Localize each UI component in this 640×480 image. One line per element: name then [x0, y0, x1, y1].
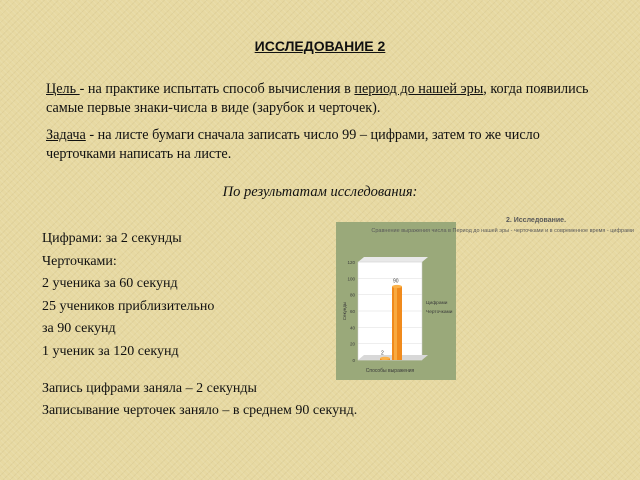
results-line: 2 ученика за 60 секунд — [42, 276, 178, 291]
data-label: 90 — [393, 278, 399, 285]
summary-block — [42, 378, 357, 422]
page-title: ИССЛЕДОВАНИЕ 2 — [254, 38, 386, 54]
chart-heading-title: 2. Исследование. — [505, 217, 567, 224]
bar-top — [392, 285, 402, 288]
bar-highlight — [394, 287, 397, 361]
legend-entry: Цифрами — [426, 301, 448, 306]
summary-line: Записывание черточек заняло – в среднем 90 секунд. — [42, 403, 358, 418]
chart-figure — [336, 216, 636, 386]
goal-period: период до нашей эры — [354, 81, 484, 97]
chart-heading-subtitle: Сравнение выражения числа в Период до нашей эры - черточками и в современное время - цифрами — [371, 228, 634, 234]
goal-text-2: , когда появились самые первые знаки-числа в виде (зарубок и черточек). — [46, 81, 589, 116]
bar-chart — [336, 222, 456, 380]
x-axis-label: Способы выражения — [365, 368, 415, 374]
y-tick-label: 40 — [349, 325, 355, 331]
chart-heading — [371, 216, 636, 236]
task-paragraph — [46, 126, 591, 164]
results-line: Черточками: — [42, 253, 117, 269]
y-tick-label: 100 — [347, 276, 355, 282]
legend-entry: Черточками — [426, 310, 453, 315]
data-label: 2 — [381, 350, 384, 357]
chart-panel — [336, 222, 456, 380]
summary-line: Запись цифрами заняла – 2 секунды — [42, 381, 257, 396]
y-tick-label: 120 — [347, 260, 355, 265]
goal-label: Цель — [46, 81, 80, 97]
plot-top-wall — [358, 257, 428, 262]
task-text: - на листе бумаги сначала записать число 99 – цифрами, затем то же число черточками написать на листе. — [46, 127, 540, 162]
results-heading: По результатам исследования: — [222, 184, 418, 200]
goal-paragraph — [46, 80, 591, 118]
results-line: Цифрами: за 2 секунды — [42, 231, 182, 246]
bar-top — [380, 357, 390, 360]
y-axis-label: Секунды — [342, 301, 347, 321]
y-tick-label: 60 — [349, 309, 355, 314]
y-tick-label: 20 — [349, 341, 355, 347]
y-tick-label: 80 — [349, 292, 355, 298]
results-line: за 90 секунд — [42, 321, 116, 336]
results-list — [42, 228, 214, 363]
task-label: Задача — [46, 127, 86, 143]
results-line: 1 ученик за 120 секунд — [42, 343, 179, 359]
results-line: 25 учеников приблизительно — [42, 298, 215, 314]
goal-text-1: - на практике испытать способ вычисления в — [79, 81, 355, 97]
y-tick-label: 0 — [352, 358, 355, 363]
